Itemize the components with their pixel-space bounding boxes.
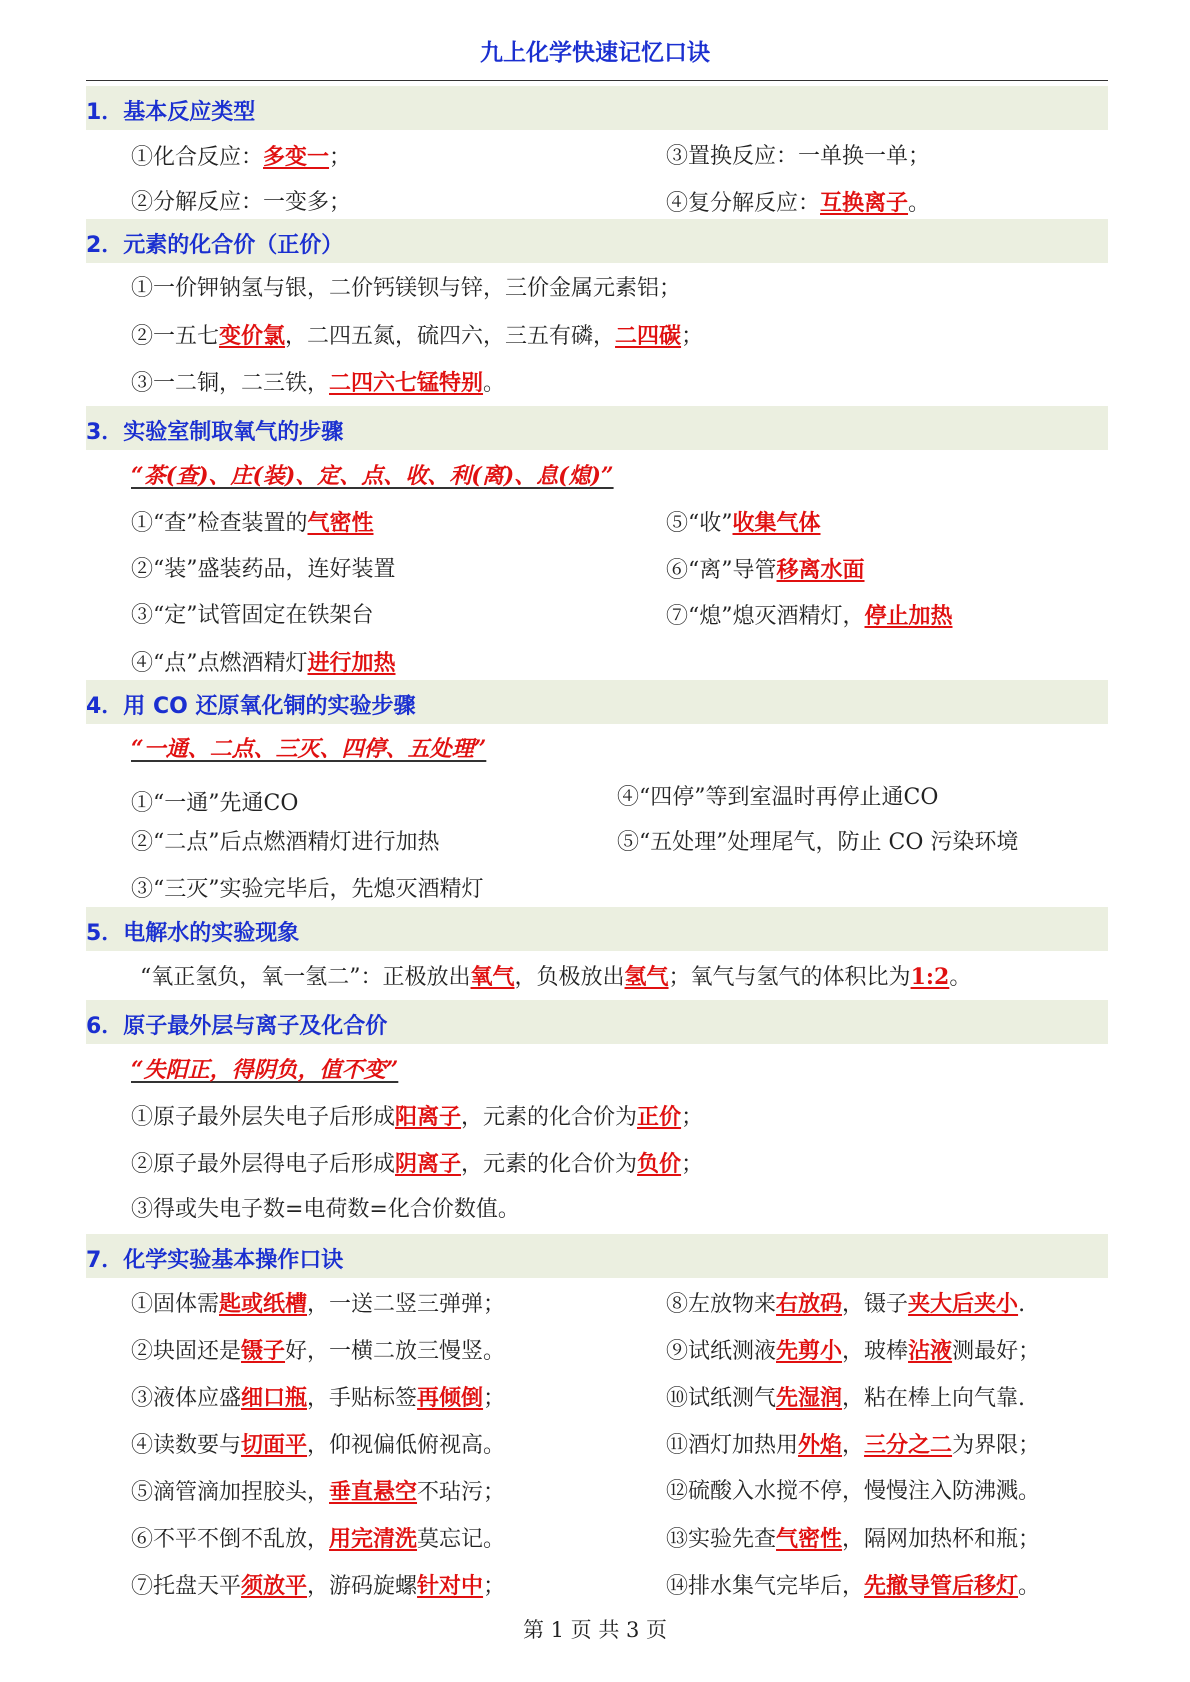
- section-heading: 5．电解水的实验现象: [86, 921, 300, 946]
- text-line: ①化合反应：多变一；: [131, 144, 352, 170]
- text-line: ④复分解反应：互换离子。: [666, 190, 931, 216]
- text-line: ⑥“离”导管移离水面: [666, 557, 865, 583]
- section-heading: 1．基本反应类型: [86, 100, 256, 125]
- keyword: 细口瓶: [241, 1385, 308, 1411]
- text-line: ②“装”盛装药品，连好装置: [131, 557, 396, 582]
- text-line: ①“一通”先通CO: [131, 791, 299, 816]
- section-3-header: [86, 406, 1108, 450]
- section-heading: 4．用 CO 还原氧化铜的实验步骤: [86, 694, 416, 719]
- text-line: ②分解反应：一变多；: [131, 190, 352, 215]
- slogan: “茶(查)、庄(装)、定、点、收、利(离)、息(熄)”: [131, 463, 614, 489]
- section-heading: 2．元素的化合价（正价）: [86, 233, 344, 258]
- keyword: 右放码: [776, 1291, 843, 1317]
- page-footer: 第 1 页 共 3 页: [522, 1618, 668, 1642]
- text-line: ①“查”检查装置的气密性: [131, 510, 374, 536]
- keyword: 阴离子: [395, 1151, 462, 1177]
- slogan: “失阳正，得阴负，值不变”: [131, 1057, 399, 1083]
- text-line: ③“三灭”实验完毕后，先熄灭酒精灯: [131, 877, 484, 902]
- text-line: ①固体需匙或纸槽，一送二竖三弹弹；: [131, 1291, 506, 1317]
- text-line: ④“四停”等到室温时再停止通CO: [617, 785, 939, 810]
- keyword: 夹大后夹小: [908, 1291, 1019, 1317]
- text-line: ⑬实验先查气密性，隔网加热杯和瓶；: [666, 1526, 1041, 1552]
- text-line: ⑪酒灯加热用外焰，三分之二为界限；: [666, 1432, 1041, 1458]
- text-line: ④“点”点燃酒精灯进行加热: [131, 650, 396, 676]
- keyword: 二四六七锰特别: [329, 370, 484, 396]
- section-5-header: [86, 907, 1108, 951]
- section-1-header: [86, 86, 1108, 130]
- page-title: 九上化学快速记忆口诀: [480, 40, 710, 66]
- text-line: ⑨试纸测液先剪小，玻棒沾液测最好；: [666, 1338, 1041, 1364]
- text-line: ③一二铜，二三铁，二四六七锰特别。: [131, 370, 506, 396]
- keyword: 先撤导管后移灯: [864, 1573, 1019, 1599]
- section-heading: 7．化学实验基本操作口诀: [86, 1248, 344, 1273]
- keyword: 二四碳: [615, 323, 682, 349]
- section-2-header: [86, 219, 1108, 263]
- keyword: 垂直悬空: [329, 1479, 418, 1505]
- text-line: ⑩试纸测气先湿润，粘在棒上向气靠.: [666, 1385, 1026, 1411]
- keyword: 正价: [637, 1104, 682, 1130]
- section-7-header: [86, 1234, 1108, 1278]
- keyword: 外焰: [798, 1432, 843, 1458]
- text-line: ⑤滴管滴加捏胶头，垂直悬空不玷污；: [131, 1479, 506, 1505]
- text-line: ②“二点”后点燃酒精灯进行加热: [131, 830, 440, 855]
- keyword: 停止加热: [864, 603, 953, 629]
- keyword: 切面平: [241, 1432, 308, 1458]
- keyword: 负价: [637, 1151, 682, 1177]
- text-line: ②块固还是镊子好，一横二放三慢竖。: [131, 1338, 506, 1364]
- keyword: 移离水面: [776, 557, 865, 583]
- keyword: 1:2: [910, 964, 950, 990]
- keyword: 镊子: [241, 1338, 286, 1364]
- keyword: 先湿润: [776, 1385, 843, 1411]
- text-line: ③得或失电子数=电荷数=化合价数值。: [131, 1197, 520, 1222]
- keyword: 匙或纸槽: [219, 1291, 308, 1317]
- text-line: ⑦“熄”熄灭酒精灯，停止加热: [666, 603, 953, 629]
- keyword: 气密性: [776, 1526, 843, 1552]
- text-line: ①原子最外层失电子后形成阳离子，元素的化合价为正价；: [131, 1104, 704, 1130]
- text-line: ①一价钾钠氢与银，二价钙镁钡与锌，三价金属元素铝；: [131, 276, 682, 301]
- keyword: 用完清洗: [329, 1526, 418, 1552]
- text-line: ③置换反应：一单换一单；: [666, 144, 931, 169]
- text-line: ⑦托盘天平须放平，游码旋螺针对中；: [131, 1573, 506, 1599]
- title-divider: [86, 80, 1108, 81]
- text-line: ②一五七变价氯，二四五氮，硫四六，三五有磷，二四碳；: [131, 323, 704, 349]
- keyword: 收集气体: [732, 510, 821, 536]
- text-line: ⑥不平不倒不乱放，用完清洗莫忘记。: [131, 1526, 506, 1552]
- section-heading: 3．实验室制取氧气的步骤: [86, 420, 344, 445]
- text-line: ⑤“收”收集气体: [666, 510, 821, 536]
- keyword: 沾液: [908, 1338, 953, 1364]
- keyword: 氢气: [624, 964, 669, 990]
- keyword: 再倾倒: [417, 1385, 484, 1411]
- text-line: ⑫硫酸入水搅不停，慢慢注入防沸溅。: [666, 1479, 1041, 1504]
- text-line: ③液体应盛细口瓶，手贴标签再倾倒；: [131, 1385, 506, 1411]
- text-line: ⑤“五处理”处理尾气，防止 CO 污染环境: [617, 830, 1019, 855]
- keyword: 针对中: [417, 1573, 484, 1599]
- keyword: 三分之二: [864, 1432, 953, 1458]
- keyword: 气密性: [307, 510, 374, 536]
- section-4-header: [86, 680, 1108, 724]
- text-line: “氧正氢负，氧一氢二”：正极放出氧气，负极放出氢气；氧气与氢气的体积比为1:2。: [140, 964, 972, 990]
- section-heading: 6．原子最外层与离子及化合价: [86, 1014, 388, 1039]
- keyword: 多变一: [263, 144, 330, 170]
- text-line: ②原子最外层得电子后形成阴离子，元素的化合价为负价；: [131, 1151, 704, 1177]
- keyword: 须放平: [241, 1573, 308, 1599]
- text-line: ③“定”试管固定在铁架台: [131, 603, 374, 628]
- keyword: 氧气: [470, 964, 515, 990]
- keyword: 阳离子: [395, 1104, 462, 1130]
- section-6-header: [86, 1000, 1108, 1044]
- slogan: “一通、二点、三灭、四停、五处理”: [131, 736, 487, 762]
- keyword: 进行加热: [307, 650, 396, 676]
- keyword: 变价氯: [219, 323, 286, 349]
- text-line: ④读数要与切面平，仰视偏低俯视高。: [131, 1432, 506, 1458]
- keyword: 先剪小: [776, 1338, 843, 1364]
- keyword: 互换离子: [820, 190, 909, 216]
- text-line: ⑧左放物来右放码，镊子夹大后夹小.: [666, 1291, 1026, 1317]
- text-line: ⑭排水集气完毕后，先撤导管后移灯。: [666, 1573, 1041, 1599]
